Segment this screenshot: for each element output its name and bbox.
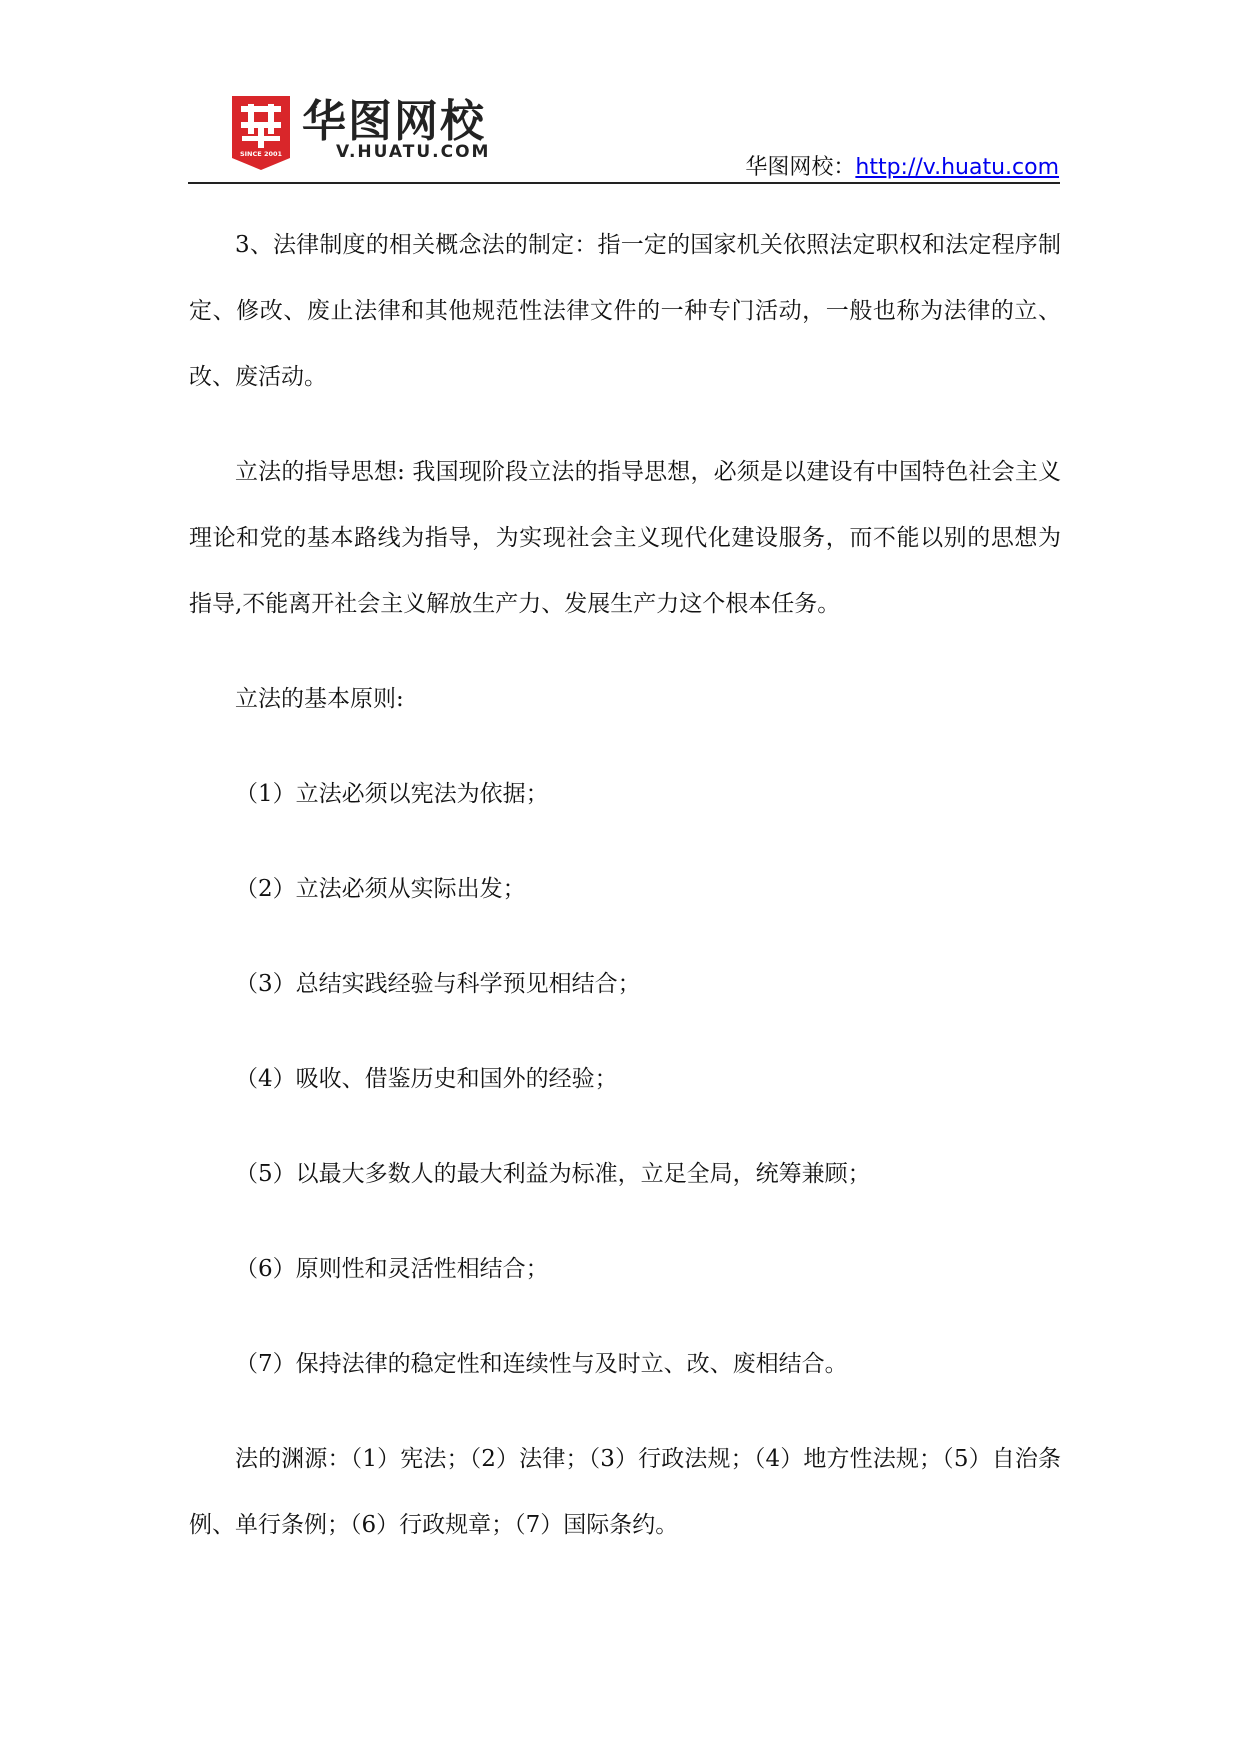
- header-site-info: [745, 150, 1059, 181]
- principle-item: （5）以最大多数人的最大利益为标准，立足全局，统筹兼顾；: [235, 1161, 871, 1187]
- principle-item: （7）保持法律的稳定性和连续性与及时立、改、废相结合。: [235, 1351, 848, 1377]
- principle-item: （6）原则性和灵活性相结合；: [235, 1256, 549, 1282]
- paragraph-sources-of-law: 法的渊源：（1）宪法；（2）法律；（3）行政法规；（4）地方性法规；（5）自治条例、单行条例；（6）行政规章；（7）国际条约。: [189, 1446, 1061, 1538]
- paragraph-law-making: 3、法律制度的相关概念法的制定：指一定的国家机关依照法定职权和法定程序制定、修改、废止法律和其他规范性法律文件的一种专门活动，一般也称为法律的立、改、废活动。: [189, 232, 1061, 390]
- paragraph-guiding-ideology: 立法的指导思想: 我国现阶段立法的指导思想，必须是以建设有中国特色社会主义理论和党的基本路线为指导，为实现社会主义现代化建设服务，而不能以别的思想为指导,不能离开社会主义解放生产力、发展生产力这个根本任务。: [189, 459, 1061, 617]
- site-link[interactable]: http://v.huatu.com: [855, 155, 1059, 180]
- paragraph-basic-principles: 立法的基本原则:: [235, 686, 404, 712]
- huatu-logo: [232, 96, 532, 174]
- principle-item: （4）吸收、借鉴历史和国外的经验；: [235, 1066, 618, 1092]
- site-label: 华图网校：: [745, 155, 856, 180]
- principle-item: （1）立法必须以宪法为依据；: [235, 781, 549, 807]
- huatu-logo-mark-icon: [232, 96, 290, 170]
- logo-url-text: V.HUATU.COM: [336, 142, 491, 162]
- principle-item: （2）立法必须从实际出发；: [235, 876, 526, 902]
- header-divider: [188, 182, 1060, 184]
- logo-since-text: SINCE 2001: [239, 150, 283, 158]
- document-body: [189, 212, 1061, 1587]
- logo-text: 华图网校: [302, 96, 486, 147]
- principle-item: （3）总结实践经验与科学预见相结合；: [235, 971, 641, 997]
